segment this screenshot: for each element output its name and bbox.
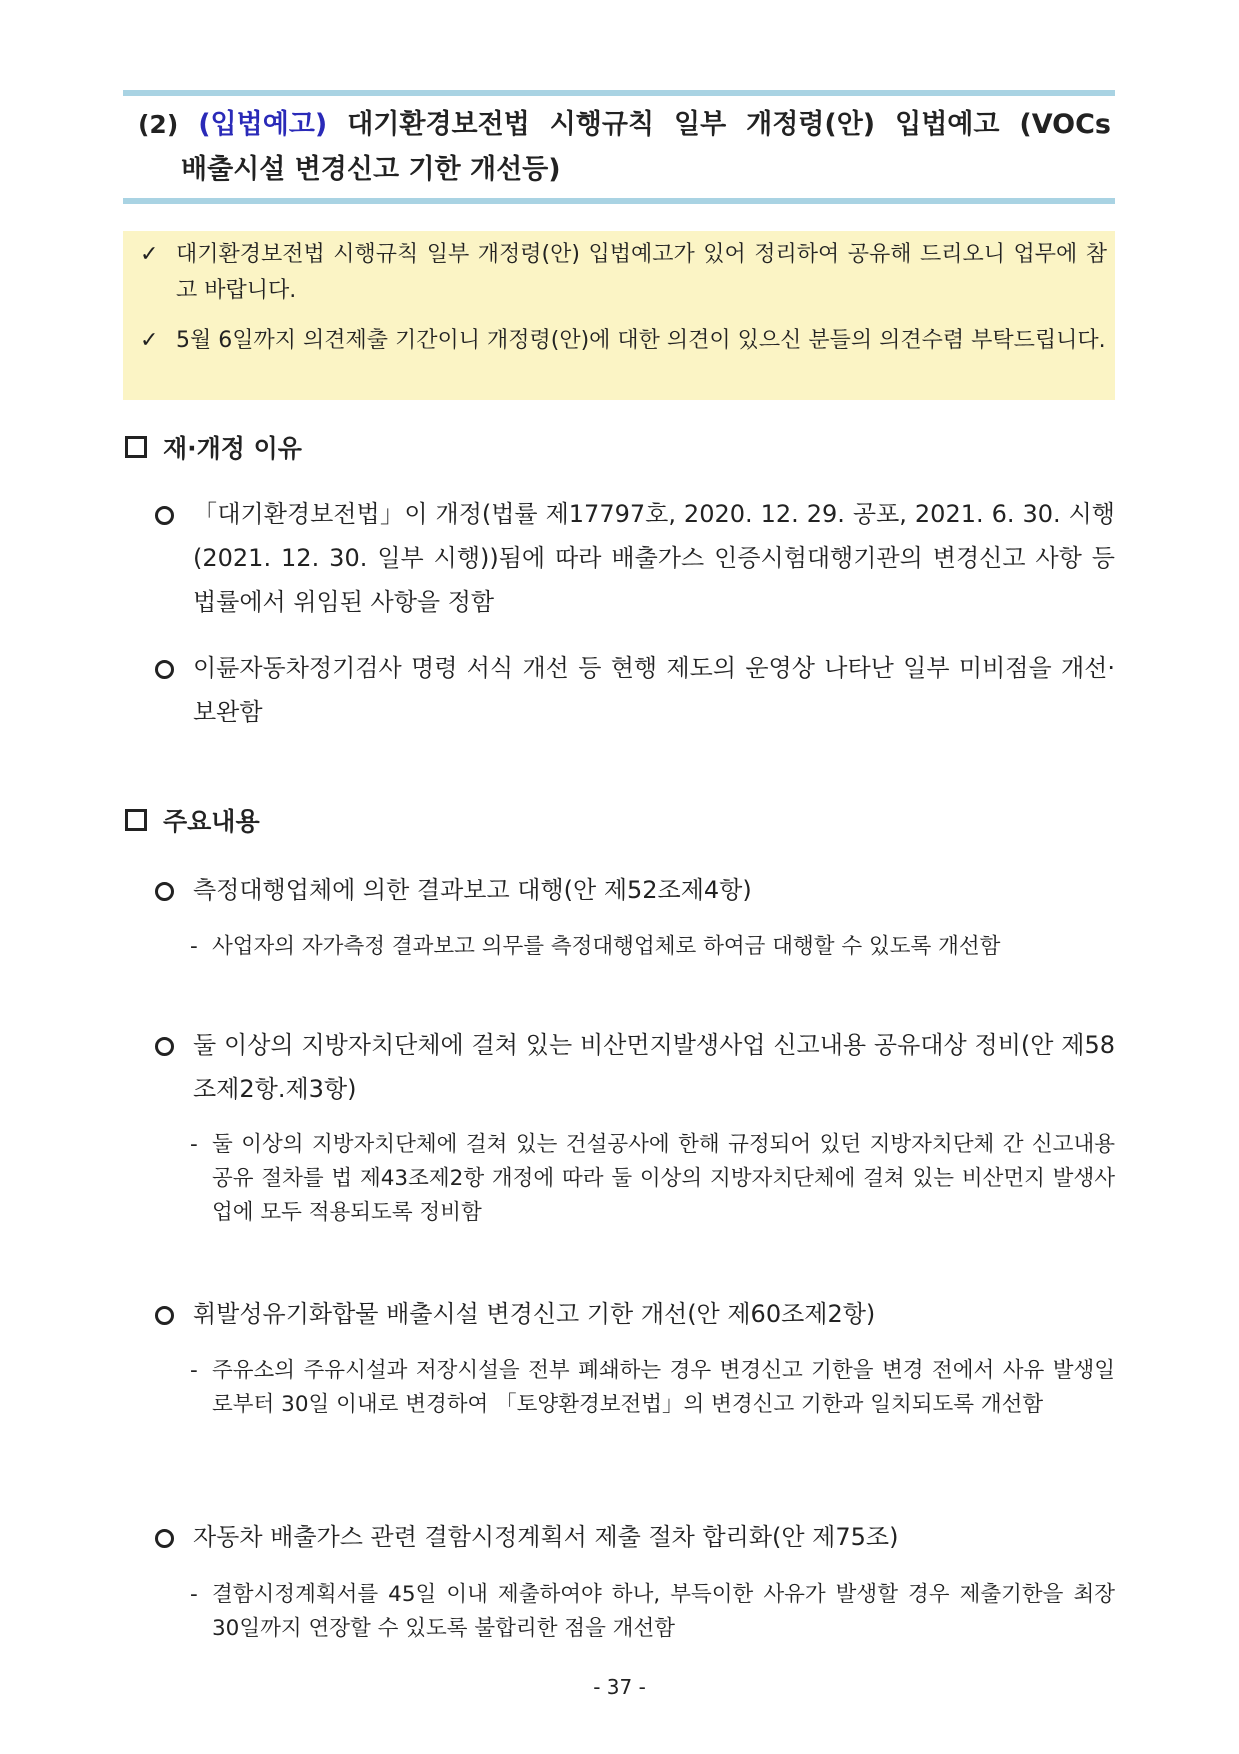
sub-item: [190, 1128, 1115, 1230]
dash-marker: -: [190, 1132, 198, 1157]
section-heading-text: 재·개정 이유: [163, 434, 302, 463]
sub-item-text: 주유소의 주유시설과 저장시설을 전부 폐쇄하는 경우 변경신고 기한을 변경 전에서 사유 발생일로부터 30일 이내로 변경하여 「토양환경보전법」의 변경신고 기한과 일치되도록 개선함: [212, 1358, 1115, 1417]
list-item: [155, 868, 1115, 912]
circle-bullet-icon: [155, 660, 174, 679]
title-line1-rest: 대기환경보전법 시행규칙 일부 개정령(안) 입법예고 (VOCs: [327, 109, 1111, 140]
list-item-text: 휘발성유기화합물 배출시설 변경신고 기한 개선(안 제60조제2항): [193, 1300, 876, 1328]
list-item: [155, 646, 1115, 734]
title-box: [123, 90, 1115, 204]
checkbox-square-icon: [125, 436, 147, 458]
section-heading-text: 주요내용: [163, 807, 260, 836]
circle-bullet-icon: [155, 506, 174, 525]
list-item-text: 「대기환경보전법」이 개정(법률 제17797호, 2020. 12. 29. 공포, 2021. 6. 30. 시행(2021. 12. 30. 일부 시행))됨에 따라 배출가스 인증시험대행기관의 변경신고 사항 등 법률에서 위임된 사항을 정함: [193, 500, 1115, 616]
section-heading-main: [125, 805, 260, 839]
list-item-text: 자동차 배출가스 관련 결함시정계획서 제출 절차 합리화(안 제75조): [193, 1523, 899, 1551]
dash-marker: -: [190, 934, 198, 959]
circle-bullet-icon: [155, 1306, 174, 1325]
notice-item: [138, 323, 1107, 359]
sub-item: [190, 1354, 1115, 1422]
check-icon: ✓: [140, 242, 159, 267]
list-item-text: 둘 이상의 지방자치단체에 걸쳐 있는 비산먼지발생사업 신고내용 공유대상 정비(안 제58조제2항.제3항): [193, 1031, 1116, 1103]
notice-text: 5월 6일까지 의견제출 기간이니 개정령(안)에 대한 의견이 있으신 분들의 의견수렴 부탁드립니다.: [176, 328, 1106, 353]
dash-marker: -: [190, 1358, 198, 1383]
page-number: - 37 -: [593, 1675, 646, 1699]
circle-bullet-icon: [155, 1037, 174, 1056]
section-heading-reasons: [125, 432, 302, 466]
circle-bullet-icon: [155, 1529, 174, 1548]
dash-marker: -: [190, 1582, 198, 1607]
title-line-1: [123, 102, 1115, 148]
title-line-2: 배출시설 변경신고 기한 개선등): [181, 154, 561, 185]
notice-item: [138, 237, 1107, 309]
list-item: [155, 492, 1115, 624]
list-item-text: 이륜자동차정기검사 명령 서식 개선 등 현행 제도의 운영상 나타난 일부 미비점을 개선·보완함: [193, 654, 1116, 726]
sub-item-text: 결함시정계획서를 45일 이내 제출하여야 하나, 부득이한 사유가 발생할 경우 제출기한을 최장 30일까지 연장할 수 있도록 불합리한 점을 개선함: [212, 1582, 1115, 1641]
title-number: (2): [138, 110, 179, 139]
notice-text: 대기환경보전법 시행규칙 일부 개정령(안) 입법예고가 있어 정리하여 공유해 드리오니 업무에 참고 바랍니다.: [176, 242, 1107, 303]
list-item: [155, 1292, 1115, 1336]
check-icon: ✓: [140, 328, 159, 353]
title-tag: (입법예고): [198, 109, 328, 140]
sub-item: [190, 930, 1115, 964]
sub-item: [190, 1578, 1115, 1646]
notice-box: [123, 231, 1115, 400]
sub-item-text: 사업자의 자가측정 결과보고 의무를 측정대행업체로 하여금 대행할 수 있도록 개선함: [212, 934, 1001, 959]
sub-item-text: 둘 이상의 지방자치단체에 걸쳐 있는 건설공사에 한해 규정되어 있던 지방자치단체 간 신고내용 공유 절차를 법 제43조제2항 개정에 따라 둘 이상의 지방자치단체에 걸쳐 있는 비산먼지 발생사업에 모두 적용되도록 정비함: [212, 1132, 1115, 1225]
list-item-text: 측정대행업체에 의한 결과보고 대행(안 제52조제4항): [193, 876, 752, 904]
circle-bullet-icon: [155, 882, 174, 901]
list-item: [155, 1515, 1115, 1559]
checkbox-square-icon: [125, 809, 147, 831]
list-item: [155, 1023, 1115, 1111]
